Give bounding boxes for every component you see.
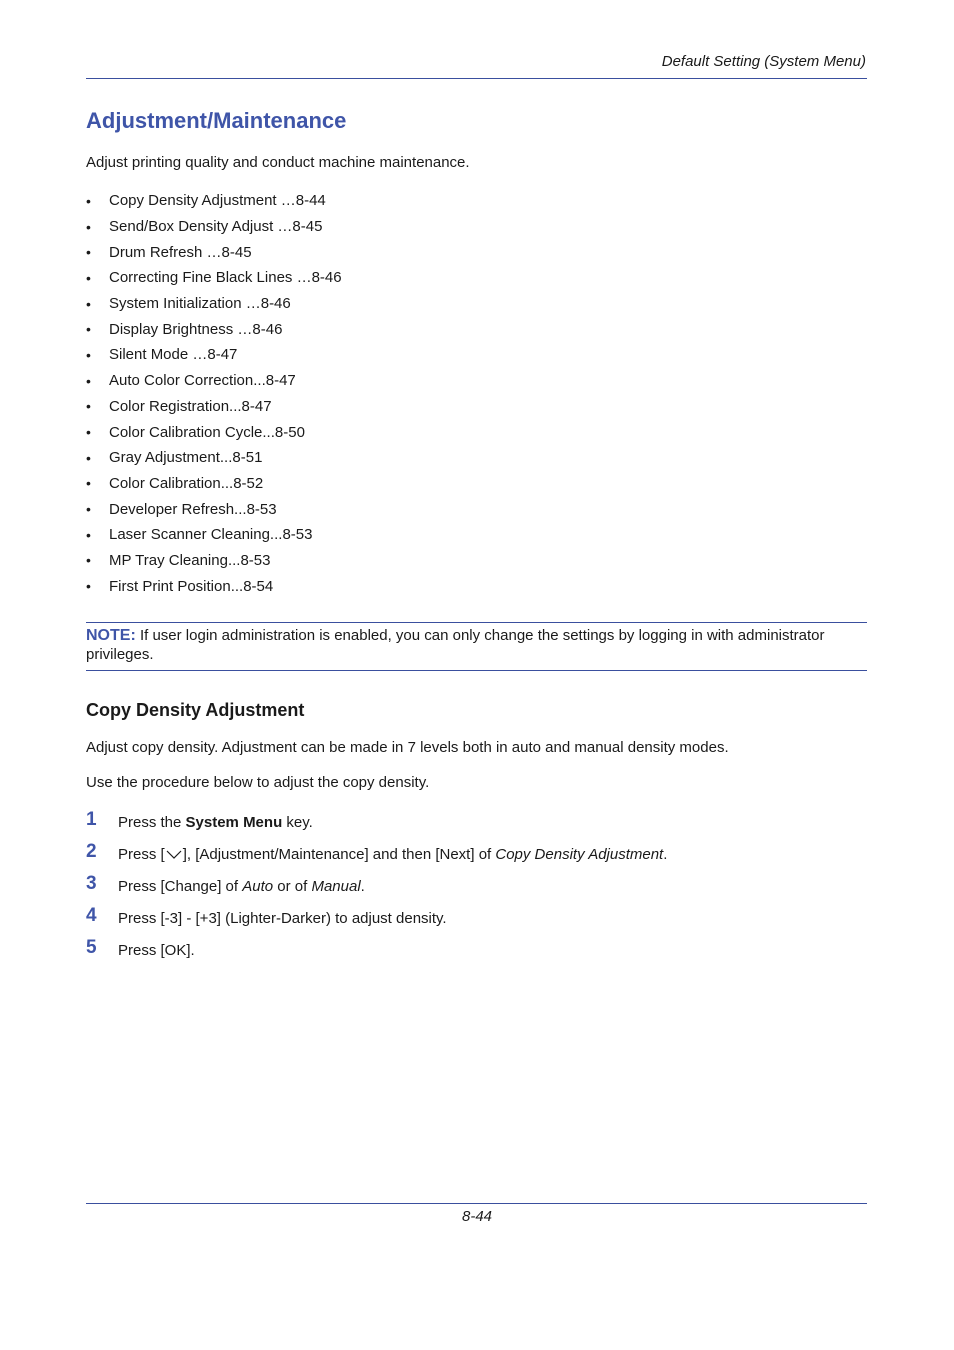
bullet: • [86,244,91,261]
step-number: 1 [86,809,97,830]
toc-item[interactable] [86,342,342,368]
toc-item-label[interactable]: Color Calibration...8-52 [109,474,264,492]
toc-item[interactable] [86,496,342,522]
toc-item-label[interactable]: Copy Density Adjustment …8-44 [109,192,326,210]
procedure-steps [86,806,667,966]
toc-item-label[interactable]: Correcting Fine Black Lines …8-46 [109,269,342,287]
bullet: • [86,346,91,363]
toc-item-label[interactable]: Send/Box Density Adjust …8-45 [109,218,323,236]
step-text: Press [ ], [Adjustment/Maintenance] and then [Next] of Copy Density Adjustment. [118,845,668,863]
toc-item[interactable] [86,368,342,394]
step-number: 5 [86,937,97,958]
step-1 [86,806,667,838]
toc-item-label[interactable]: Laser Scanner Cleaning...8-53 [109,526,313,544]
toc-item[interactable] [86,239,342,265]
procedure-intro: Use the procedure below to adjust the copy density. [86,774,430,791]
toc-item[interactable] [86,471,342,497]
note-top-rule [86,622,867,623]
step-text: Press the System Menu key. [118,813,313,831]
note-box [86,626,867,664]
step-3 [86,870,667,902]
toc-item-label[interactable]: First Print Position...8-54 [109,577,274,595]
step-text: Press [Change] of Auto or of Manual. [118,877,365,895]
bullet: • [86,372,91,389]
toc-item[interactable] [86,265,342,291]
toc-item-label[interactable]: Display Brightness …8-46 [109,320,283,338]
toc-item-label[interactable]: Auto Color Correction...8-47 [109,372,296,390]
bullet: • [86,321,91,338]
step-4 [86,902,667,934]
bullet: • [86,578,91,595]
toc-item-label[interactable]: Gray Adjustment...8-51 [109,449,263,467]
page-title: Adjustment/Maintenance [86,108,347,133]
bullet: • [86,449,91,466]
section-paragraph: Adjust copy density. Adjustment can be made in 7 levels both in auto and manual density modes. [86,739,729,756]
bullet: • [86,295,91,312]
step-number: 3 [86,873,97,894]
toc-item[interactable] [86,522,342,548]
toc-item[interactable] [86,394,342,420]
bullet: • [86,526,91,543]
toc-item-label[interactable]: Color Calibration Cycle...8-50 [109,423,305,441]
step-text: Press [-3] - [+3] (Lighter-Darker) to adjust density. [118,909,447,927]
step-2 [86,838,667,870]
page-number: 8-44 [461,1208,493,1225]
step-number: 2 [86,841,97,862]
toc-item-label[interactable]: Color Registration...8-47 [109,397,272,415]
bullet: • [86,552,91,569]
toc-item[interactable] [86,548,342,574]
chevron-down-icon [165,848,183,860]
bullet: • [86,501,91,518]
toc-item-label[interactable]: MP Tray Cleaning...8-53 [109,551,271,569]
toc-item[interactable] [86,214,342,240]
step-number: 4 [86,905,97,926]
toc-item-label[interactable]: System Initialization …8-46 [109,295,291,313]
bullet: • [86,218,91,235]
toc-item-label[interactable]: Silent Mode …8-47 [109,346,238,364]
toc-item[interactable] [86,188,342,214]
note-bottom-rule [86,670,867,671]
system-menu-key: System Menu [185,813,283,831]
bullet: • [86,192,91,209]
toc-list [86,188,342,599]
intro-text: Adjust printing quality and conduct machine maintenance. [86,154,470,171]
bullet: • [86,475,91,492]
bullet: • [86,398,91,415]
footer-rule [86,1203,867,1204]
toc-item[interactable] [86,445,342,471]
bullet: • [86,424,91,441]
toc-item-label[interactable]: Developer Refresh...8-53 [109,500,277,518]
toc-item[interactable] [86,291,342,317]
toc-item[interactable] [86,573,342,599]
bullet: • [86,269,91,286]
running-header: Default Setting (System Menu) [661,53,866,70]
header-rule [86,78,867,79]
step-text: Press [OK]. [118,941,195,959]
step-5 [86,934,667,966]
toc-item-label[interactable]: Drum Refresh …8-45 [109,243,252,261]
toc-item[interactable] [86,419,342,445]
note-text: If user login administration is enabled, you can only change the settings by logging in with administrator privileges. [86,627,825,663]
note-label: NOTE: [86,627,136,644]
toc-item[interactable] [86,316,342,342]
section-title: Copy Density Adjustment [86,700,305,720]
